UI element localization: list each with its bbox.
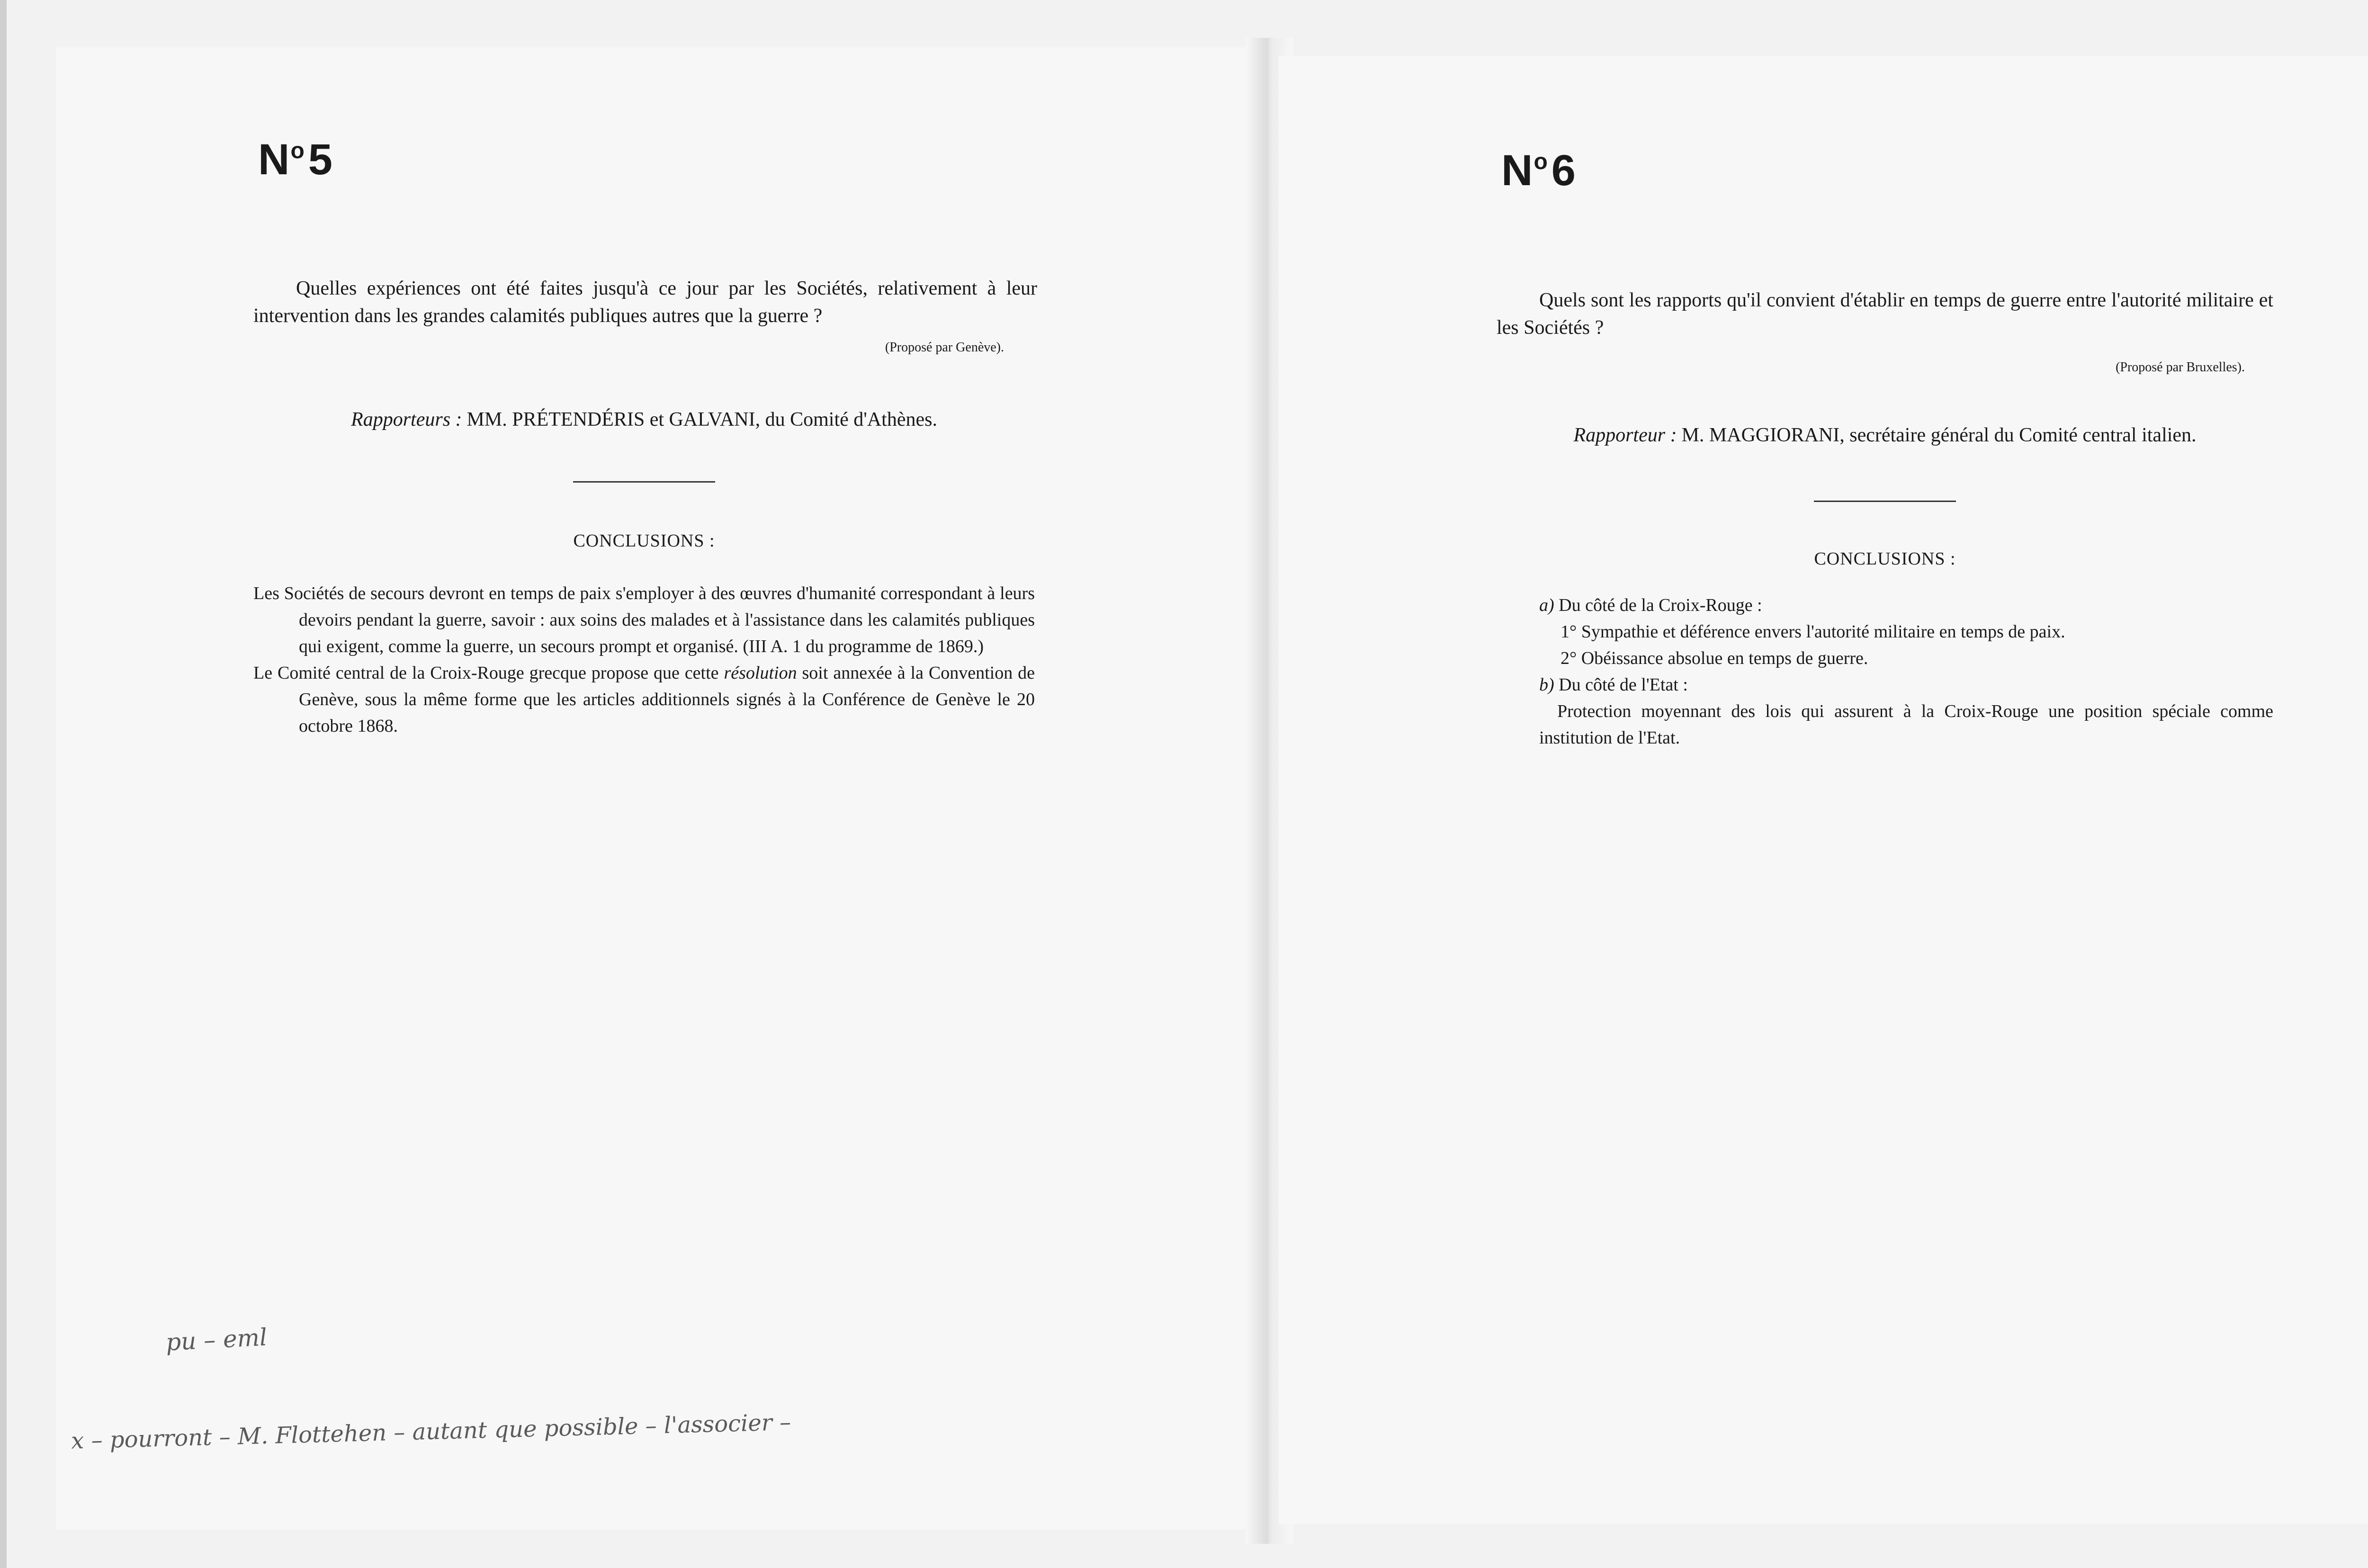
number-value: 6	[1551, 146, 1577, 195]
number-sup: o	[290, 138, 305, 163]
conclusion-a1: 1° Sympathie et déférence envers l'autorité militaire en temps de paix.	[1561, 622, 2065, 642]
left-rapporteurs	[265, 408, 1023, 431]
conclusion-paragraph-2	[253, 660, 1035, 739]
conclusion-paragraph-1: Les Sociétés de secours devront en temps de paix s'employer à des œuvres d'humanité correspondant à leurs devoirs pendant la guerre, savoir : aux soins des malades et à l'assistance dans les calamités publiques qui exigent, comme la guerre, un secours prompt et organisé. (III A. 1 du programme de 1869.)	[253, 583, 1035, 656]
left-divider	[573, 481, 715, 483]
rapporteur-label: Rapporteur :	[1573, 424, 1677, 446]
left-conclusions-title: CONCLUSIONS :	[573, 531, 715, 551]
rapporteurs-label: Rapporteurs :	[351, 409, 462, 430]
left-page-number	[258, 135, 333, 185]
right-page-number	[1501, 146, 1577, 196]
left-page	[56, 47, 1259, 1530]
number-sup: o	[1534, 149, 1549, 174]
conclusion-b1: Protection moyennant des lois qui assurent à la Croix-Rouge une position spéciale comme institution de l'Etat.	[1539, 701, 2273, 748]
number-prefix: N	[1501, 146, 1534, 195]
number-value: 5	[308, 135, 333, 184]
paragraph-2-text-end: soit annexée à la Convention de Genève, sous la même forme que les articles additionnels signés à la Conférence de Genève le 20 octobre 1868.	[299, 663, 1035, 736]
paragraph-2-italic: résolution	[724, 663, 797, 683]
left-question: Quelles expériences ont été faites jusqu'à ce jour par les Sociétés, relativement à leur intervention dans les grandes calamités publiques autres que la guerre ?	[253, 278, 1037, 327]
right-page	[1279, 56, 2368, 1524]
rapporteurs-names: MM. PRÉTENDÉRIS et GALVANI, du Comité d'Athènes.	[466, 409, 937, 430]
conclusion-b	[1539, 672, 2273, 698]
right-question: Quels sont les rapports qu'il convient d'établir en temps de guerre entre l'autorité militaire et les Sociétés ?	[1497, 289, 2273, 339]
conclusion-a	[1539, 592, 2273, 618]
b-text: Du côté de l'Etat :	[1559, 675, 1688, 695]
conclusion-a2: 2° Obéissance absolue en temps de guerre.	[1561, 648, 1868, 668]
left-conclusions-body	[253, 580, 1035, 739]
right-conclusions-body	[1539, 592, 2273, 751]
handwritten-note-2: x – pourront – M. Flottehen – autant que possible – l'associer –	[71, 1409, 791, 1454]
right-divider	[1814, 501, 1956, 502]
number-prefix: N	[258, 135, 291, 184]
a-text: Du côté de la Croix-Rouge :	[1559, 595, 1762, 615]
handwritten-note-1: pu – eml	[165, 1323, 268, 1356]
scan-edge	[0, 0, 7, 1568]
right-conclusions-title: CONCLUSIONS :	[1814, 549, 1956, 569]
left-proposed: (Proposé par Genève).	[885, 340, 1004, 355]
a-label: a)	[1539, 595, 1554, 615]
right-proposed: (Proposé par Bruxelles).	[2116, 360, 2245, 375]
right-rapporteur	[1506, 424, 2264, 447]
paragraph-2-text: Le Comité central de la Croix-Rouge grecque propose que cette	[253, 663, 724, 683]
b-label: b)	[1539, 675, 1554, 695]
rapporteur-name: M. MAGGIORANI, secrétaire général du Comité central italien.	[1681, 424, 2197, 446]
